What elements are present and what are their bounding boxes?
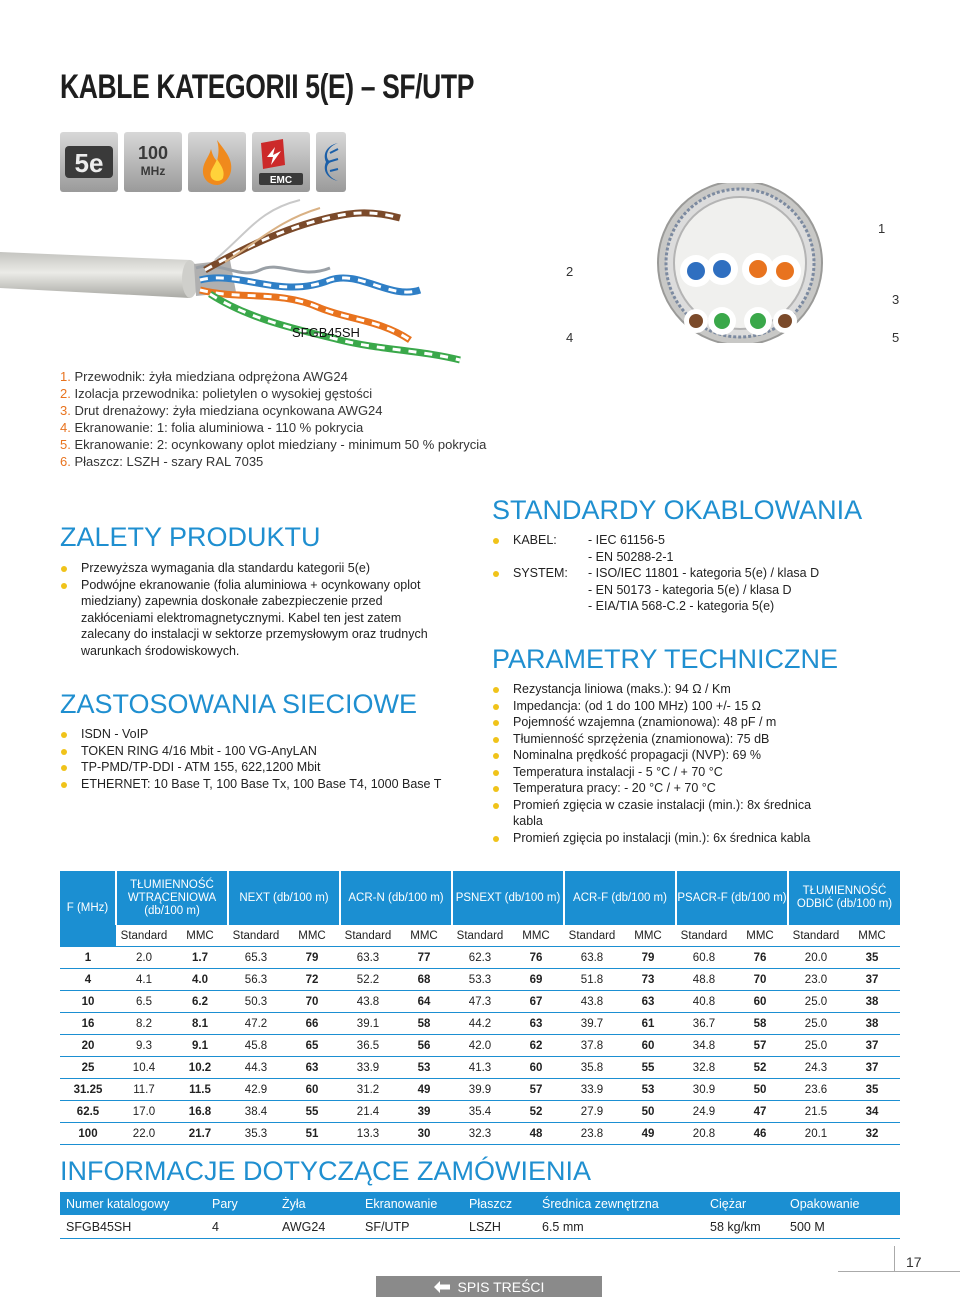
order-header: Płaszcz (463, 1192, 536, 1215)
list-item: Impedancja: (od 1 do 100 MHz) 100 +/- 15 Ω (492, 698, 837, 715)
mmc-cell: 62 (508, 1035, 564, 1057)
table-row (60, 1079, 900, 1101)
parametry-heading: PARAMETRY TECHNICZNE (492, 644, 839, 674)
table-row (60, 947, 900, 969)
mmc-cell: 60 (732, 991, 788, 1013)
category-5e-badge (60, 132, 118, 192)
cross-section-label-3: 3 (892, 292, 900, 307)
standard-cell: 56.3 (228, 969, 284, 991)
mmc-cell: 47 (732, 1101, 788, 1123)
standard-cell: 8.2 (116, 1013, 172, 1035)
mmc-cell: 60 (284, 1079, 340, 1101)
table-row (60, 1101, 900, 1123)
cable-cross-section (640, 183, 840, 343)
construction-item: 3. Drut drenażowy: żyła miedziana ocynkowana AWG24 (60, 403, 383, 418)
emc-shield-icon (252, 132, 310, 192)
standard-cell: 13.3 (340, 1123, 396, 1145)
standard-cell: 36.5 (340, 1035, 396, 1057)
order-header: Ekranowanie (359, 1192, 463, 1215)
standard-cell: 2.0 (116, 947, 172, 969)
group-header: PSNEXT (db/100 m) (452, 871, 564, 925)
subheader-row: Standard MMC Standard MMC Standard MMC Standard MMC Standard MMC Standard MMC Standard MMC (60, 925, 900, 947)
freq-cell: 1 (60, 947, 116, 969)
mmc-cell: 8.1 (172, 1013, 228, 1035)
toc-button-label: SPIS TREŚCI (457, 1278, 545, 1295)
standard-cell: 43.8 (340, 991, 396, 1013)
standard-cell: 40.8 (676, 991, 732, 1013)
table-row (60, 991, 900, 1013)
freq-cell: 20 (60, 1035, 116, 1057)
list-item: Nominalna prędkość propagacji (NVP): 69 % (492, 747, 837, 764)
mmc-cell: 53 (396, 1057, 452, 1079)
standard-cell: 21.5 (788, 1101, 844, 1123)
standard-cell: 34.8 (676, 1035, 732, 1057)
list-item: TOKEN RING 4/16 Mbit - 100 VG-AnyLAN (60, 743, 480, 760)
list-item: Podwójne ekranowanie (folia aluminiowa + ocynkowany oplot miedziany) zapewnia doskonałe zabezpieczenie przed zakłóceniami elektromagnetycznymi. Kabel ten jest zatem zalecany do instalacji w sektorze przemysłowym oraz trudnych warunkach środowiskowych. (60, 577, 440, 660)
table-row: SFGB45SH 4 AWG24 SF/UTP LSZH 6.5 mm 58 kg/km 500 M (60, 1215, 900, 1239)
standard-cell: 47.2 (228, 1013, 284, 1035)
standard-cell: 41.3 (452, 1057, 508, 1079)
badge-mhz-text: MHz (140, 164, 166, 178)
page-number: 17 (906, 1254, 922, 1270)
order-header: Żyła (276, 1192, 359, 1215)
group-header: ACR-N (db/100 m) (340, 871, 452, 925)
order-header: Opakowanie (784, 1192, 900, 1215)
mmc-cell: 50 (620, 1101, 676, 1123)
parameter-table-body (60, 947, 900, 1145)
mmc-cell: 48 (508, 1123, 564, 1145)
freq-cell: 16 (60, 1013, 116, 1035)
mmc-cell: 63 (620, 991, 676, 1013)
standardy-list (492, 532, 932, 615)
freq-header: F (MHz) (60, 871, 116, 947)
mmc-cell: 46 (732, 1123, 788, 1145)
order-header: Pary (206, 1192, 276, 1215)
badge-100-text: 100 (137, 143, 169, 163)
cross-section-label-4: 4 (566, 330, 574, 345)
construction-item: 1. Przewodnik: żyła miedziana odprężona AWG24 (60, 369, 348, 384)
standard-cell: 17.0 (116, 1101, 172, 1123)
list-item: ISDN - VoIP (60, 726, 480, 743)
construction-item: 5. Ekranowanie: 2: ocynkowany oplot miedziany - minimum 50 % pokrycia (60, 437, 487, 452)
mmc-cell: 39 (396, 1101, 452, 1123)
zastosowania-heading: ZASTOSOWANIA SIECIOWE (60, 689, 418, 719)
mmc-cell: 57 (508, 1079, 564, 1101)
standard-cell: 50.3 (228, 991, 284, 1013)
standard-cell: 27.9 (564, 1101, 620, 1123)
standard-cell: 10.4 (116, 1057, 172, 1079)
arrow-left-icon (434, 1281, 450, 1293)
standard-cell: 62.3 (452, 947, 508, 969)
mmc-cell: 4.0 (172, 969, 228, 991)
mmc-cell: 10.2 (172, 1057, 228, 1079)
standard-cell: 35.3 (228, 1123, 284, 1145)
standard-cell: 31.2 (340, 1079, 396, 1101)
cross-section-label-1: 1 (878, 221, 886, 236)
mmc-cell: 32 (844, 1123, 900, 1145)
mmc-cell: 52 (732, 1057, 788, 1079)
standard-cell: 44.3 (228, 1057, 284, 1079)
standard-cell: 20.0 (788, 947, 844, 969)
table-row (60, 1035, 900, 1057)
mmc-cell: 77 (396, 947, 452, 969)
standard-cell: 20.8 (676, 1123, 732, 1145)
standard-cell: 6.5 (116, 991, 172, 1013)
standard-cell: 23.6 (788, 1079, 844, 1101)
mmc-cell: 37 (844, 969, 900, 991)
toc-button[interactable] (376, 1276, 602, 1297)
standard-cell: 9.3 (116, 1035, 172, 1057)
cable-model-label: SFGB45SH (292, 325, 360, 340)
standard-cell: 30.9 (676, 1079, 732, 1101)
order-table (60, 1192, 900, 1239)
mmc-cell: 49 (620, 1123, 676, 1145)
badge-5e-text: 5e (74, 148, 104, 178)
freq-cell: 31.25 (60, 1079, 116, 1101)
standard-cell: 60.8 (676, 947, 732, 969)
mmc-cell: 16.8 (172, 1101, 228, 1123)
mmc-cell: 11.5 (172, 1079, 228, 1101)
mmc-cell: 58 (396, 1013, 452, 1035)
cable-illustration (0, 190, 500, 370)
mmc-cell: 79 (620, 947, 676, 969)
list-item: Tłumienność sprzężenia (znamionowa): 75 dB (492, 731, 837, 748)
standard-cell: 42.0 (452, 1035, 508, 1057)
mmc-cell: 51 (284, 1123, 340, 1145)
mmc-cell: 6.2 (172, 991, 228, 1013)
standard-cell: 25.0 (788, 1013, 844, 1035)
standard-cell: 45.8 (228, 1035, 284, 1057)
mmc-cell: 57 (732, 1035, 788, 1057)
page-title: KABLE KATEGORII 5(E) – SF/UTP (60, 68, 475, 106)
zastosowania-list (60, 726, 480, 792)
list-item: Rezystancja liniowa (maks.): 94 Ω / Km (492, 681, 837, 698)
mmc-cell: 63 (508, 1013, 564, 1035)
freq-cell: 25 (60, 1057, 116, 1079)
freq-cell: 62.5 (60, 1101, 116, 1123)
mmc-cell: 76 (508, 947, 564, 969)
list-item: TP-PMD/TP-DDI - ATM 155, 622,1200 Mbit (60, 759, 480, 776)
mmc-cell: 49 (396, 1079, 452, 1101)
standard-cell: 21.4 (340, 1101, 396, 1123)
mmc-cell: 30 (396, 1123, 452, 1145)
mmc-cell: 70 (732, 969, 788, 991)
mmc-cell: 66 (284, 1013, 340, 1035)
mmc-cell: 60 (508, 1057, 564, 1079)
mmc-cell: 72 (284, 969, 340, 991)
standard-cell: 63.8 (564, 947, 620, 969)
standard-cell: 25.0 (788, 991, 844, 1013)
mmc-cell: 65 (284, 1035, 340, 1057)
standard-cell: 39.1 (340, 1013, 396, 1035)
mmc-cell: 76 (732, 947, 788, 969)
mmc-cell: 69 (508, 969, 564, 991)
mmc-cell: 55 (284, 1101, 340, 1123)
mmc-cell: 9.1 (172, 1035, 228, 1057)
list-item: Przewyższa wymagania dla standardu kategorii 5(e) (60, 560, 440, 577)
standard-cell: 39.9 (452, 1079, 508, 1101)
standard-cell: 25.0 (788, 1035, 844, 1057)
table-row (60, 1013, 900, 1035)
badge-emc-text: EMC (269, 175, 293, 186)
standard-cell: 4.1 (116, 969, 172, 991)
list-item: Temperatura pracy: - 20 °C / + 70 °C (492, 780, 837, 797)
mmc-cell: 1.7 (172, 947, 228, 969)
order-heading: INFORMACJE DOTYCZĄCE ZAMÓWIENIA (60, 1156, 592, 1186)
freq-cell: 100 (60, 1123, 116, 1145)
table-row (60, 969, 900, 991)
construction-item: 4. Ekranowanie: 1: folia aluminiowa - 110 % pokrycia (60, 420, 364, 435)
standard-cell: 35.4 (452, 1101, 508, 1123)
mmc-cell: 37 (844, 1057, 900, 1079)
standard-cell: 11.7 (116, 1079, 172, 1101)
cross-section-label-5: 5 (892, 330, 900, 345)
standard-group-kabel: KABEL: - IEC 61156-5 - EN 50288-2-1 (492, 532, 932, 565)
standard-cell: 42.9 (228, 1079, 284, 1101)
list-item: ETHERNET: 10 Base T, 100 Base Tx, 100 Base T4, 1000 Base T (60, 776, 480, 793)
mmc-cell: 67 (508, 991, 564, 1013)
order-header: Numer katalogowy (60, 1192, 206, 1215)
mmc-cell: 58 (732, 1013, 788, 1035)
mmc-cell: 37 (844, 1035, 900, 1057)
standard-cell: 53.3 (452, 969, 508, 991)
cross-section-label-2: 2 (566, 264, 574, 279)
100mhz-badge (124, 132, 182, 192)
parameter-table (60, 871, 900, 1145)
standard-cell: 22.0 (116, 1123, 172, 1145)
mmc-cell: 53 (620, 1079, 676, 1101)
mmc-cell: 34 (844, 1101, 900, 1123)
mmc-cell: 35 (844, 947, 900, 969)
parametry-list (492, 681, 837, 846)
standard-cell: 38.4 (228, 1101, 284, 1123)
standard-cell: 33.9 (340, 1057, 396, 1079)
mmc-cell: 52 (508, 1101, 564, 1123)
mmc-cell: 64 (396, 991, 452, 1013)
mmc-cell: 79 (284, 947, 340, 969)
footer-rule-vertical (894, 1246, 895, 1272)
mmc-cell: 50 (732, 1079, 788, 1101)
group-header: TŁUMIENNOŚĆ ODBIĆ (db/100 m) (788, 871, 900, 925)
zalety-heading: ZALETY PRODUKTU (60, 522, 321, 552)
standard-cell: 37.8 (564, 1035, 620, 1057)
standard-cell: 23.0 (788, 969, 844, 991)
mmc-cell: 55 (620, 1057, 676, 1079)
mmc-cell: 21.7 (172, 1123, 228, 1145)
construction-item: 6. Płaszcz: LSZH - szary RAL 7035 (60, 454, 264, 469)
table-row (60, 1123, 900, 1145)
flame-icon (188, 132, 246, 192)
standard-cell: 51.8 (564, 969, 620, 991)
mmc-cell: 61 (620, 1013, 676, 1035)
mmc-cell: 68 (396, 969, 452, 991)
mmc-cell: 73 (620, 969, 676, 991)
freq-cell: 10 (60, 991, 116, 1013)
list-item: Temperatura instalacji - 5 °C / + 70 °C (492, 764, 837, 781)
feature-badges (60, 132, 346, 192)
standard-cell: 23.8 (564, 1123, 620, 1145)
list-item: Pojemność wzajemna (znamionowa): 48 pF / m (492, 714, 837, 731)
standard-cell: 32.8 (676, 1057, 732, 1079)
table-row (60, 1057, 900, 1079)
standard-cell: 43.8 (564, 991, 620, 1013)
footer-rule-horizontal (838, 1271, 960, 1272)
standard-cell: 24.9 (676, 1101, 732, 1123)
standard-group-system: SYSTEM: - ISO/IEC 11801 - kategoria 5(e) / klasa D - EN 50173 - kategoria 5(e) / klasa D - EIA/TIA 568-C.2 - kategoria 5(e) (492, 565, 932, 615)
list-item: Promień zgięcia po instalacji (min.): 6x średnica kabla (492, 830, 837, 847)
group-header: TŁUMIENNOŚĆ WTRĄCENIOWA (db/100 m) (116, 871, 228, 925)
mmc-cell: 38 (844, 991, 900, 1013)
standard-cell: 35.8 (564, 1057, 620, 1079)
standard-cell: 47.3 (452, 991, 508, 1013)
group-header: NEXT (db/100 m) (228, 871, 340, 925)
mmc-cell: 38 (844, 1013, 900, 1035)
mmc-cell: 63 (284, 1057, 340, 1079)
ce-mark-icon (316, 132, 346, 192)
standardy-heading: STANDARDY OKABLOWANIA (492, 495, 863, 525)
list-item: Promień zgięcia w czasie instalacji (min.): 8x średnica kabla (492, 797, 837, 830)
standard-cell: 36.7 (676, 1013, 732, 1035)
mmc-cell: 70 (284, 991, 340, 1013)
freq-cell: 4 (60, 969, 116, 991)
standard-cell: 20.1 (788, 1123, 844, 1145)
standard-cell: 24.3 (788, 1057, 844, 1079)
group-header: ACR-F (db/100 m) (564, 871, 676, 925)
standard-cell: 52.2 (340, 969, 396, 991)
zalety-list (60, 560, 440, 659)
construction-list (60, 368, 486, 470)
mmc-cell: 60 (620, 1035, 676, 1057)
standard-cell: 48.8 (676, 969, 732, 991)
standard-cell: 44.2 (452, 1013, 508, 1035)
order-header: Średnica zewnętrzna (536, 1192, 704, 1215)
mmc-cell: 56 (396, 1035, 452, 1057)
standard-cell: 33.9 (564, 1079, 620, 1101)
group-header: PSACR-F (db/100 m) (676, 871, 788, 925)
standard-cell: 65.3 (228, 947, 284, 969)
standard-cell: 39.7 (564, 1013, 620, 1035)
mmc-cell: 35 (844, 1079, 900, 1101)
construction-item: 2. Izolacja przewodnika: polietylen o wysokiej gęstości (60, 386, 373, 401)
standard-cell: 63.3 (340, 947, 396, 969)
order-header: Ciężar (704, 1192, 784, 1215)
standard-cell: 32.3 (452, 1123, 508, 1145)
